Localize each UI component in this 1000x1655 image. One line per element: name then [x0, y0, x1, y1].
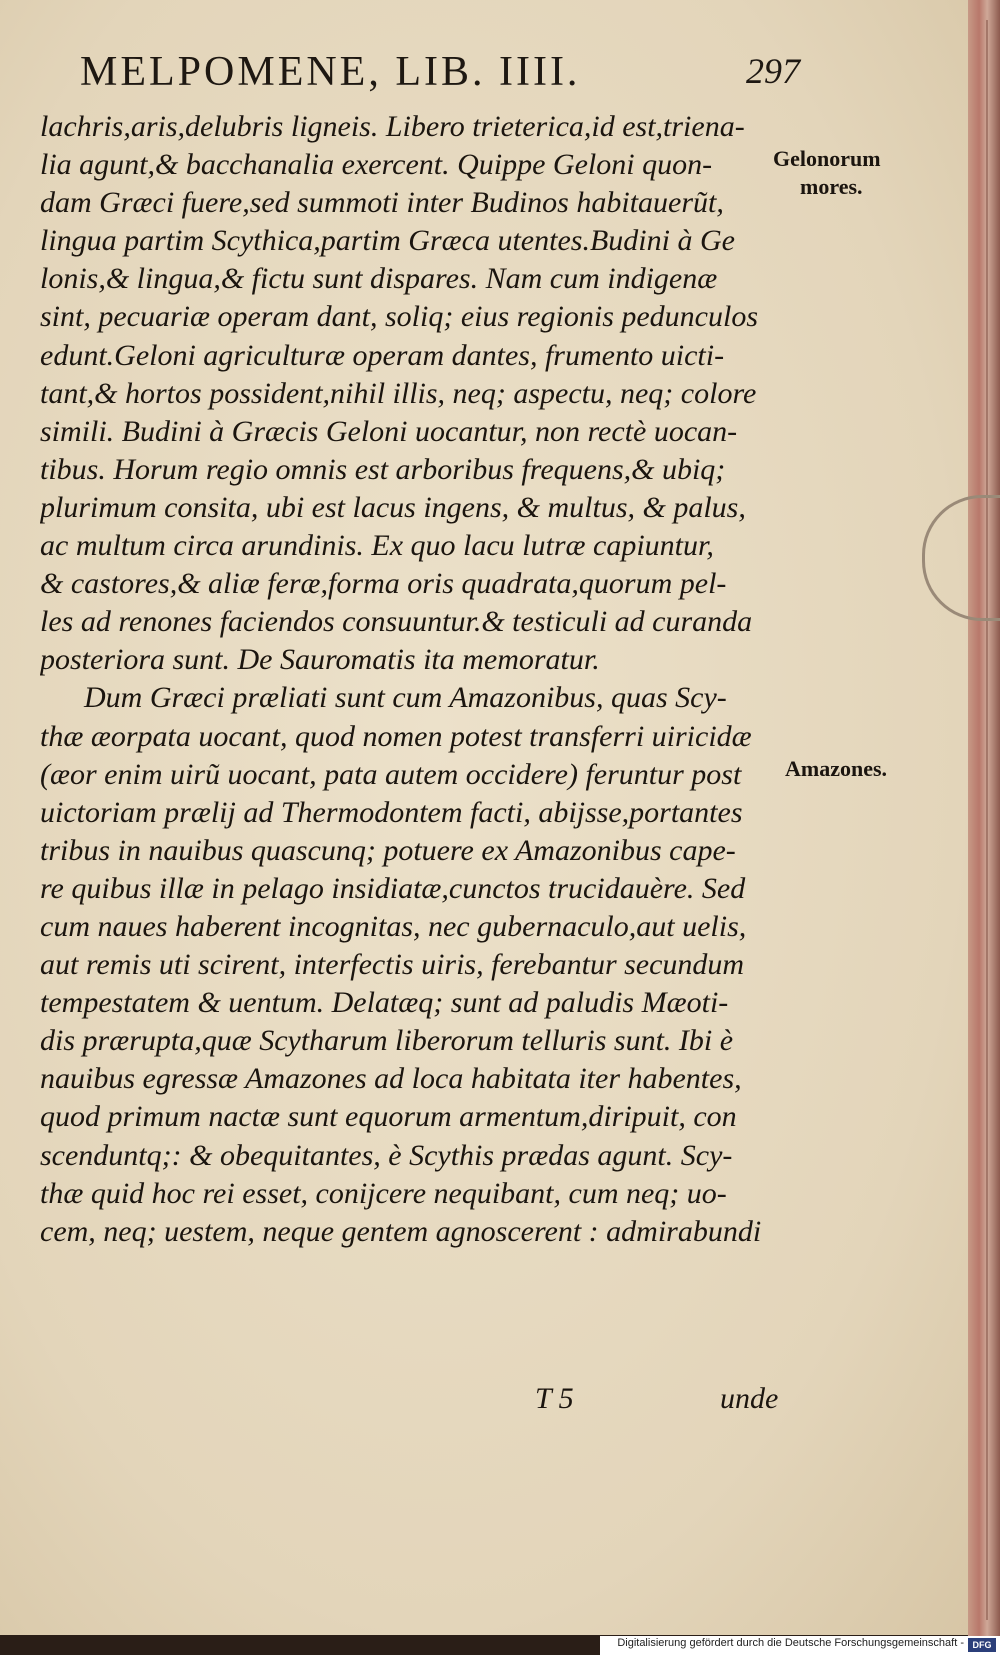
margin-note-mores: mores. — [800, 174, 863, 199]
credit-bar — [600, 1636, 1000, 1655]
catchword: unde — [720, 1382, 779, 1415]
dfg-logo-icon: DFG — [968, 1638, 996, 1652]
text-line: posteriora sunt. De Sauromatis ita memoratur. — [40, 643, 600, 677]
text-line: (æor enim uirũ uocant, pata autem occidere) feruntur post — [40, 757, 742, 791]
page-edge — [968, 0, 1000, 1640]
text-line: tant,& hortos possident,nihil illis, neq; aspectu, neq; colore — [40, 376, 757, 410]
text-line: lonis,& lingua,& fictu sunt dispares. Nam cum indigenæ — [40, 262, 718, 296]
signature-mark: T 5 — [535, 1382, 574, 1415]
text-line: cem, neq; uestem, neque gentem agnoscerent : admirabundi — [40, 1214, 762, 1248]
text-line: scenduntq;: & obequitantes, è Scythis prædas agunt. Scy- — [40, 1138, 733, 1172]
text-line: ac multum circa arundinis. Ex quo lacu lutræ capiuntur, — [40, 529, 714, 563]
text-line: les ad renones faciendos consuuntur.& testiculi ad curanda — [40, 605, 753, 639]
text-line: thæ quid hoc rei esset, conijcere nequibant, cum neq; uo- — [40, 1176, 727, 1210]
text-line: thæ æorpata uocant, quod nomen potest transferri uiricidæ — [40, 719, 752, 753]
text-line: tribus in nauibus quascunq; potuere ex Amazonibus cape- — [40, 833, 736, 867]
page-number: 297 — [746, 51, 800, 91]
text-line: aut remis uti scirent, interfectis uiris, ferebantur secundum — [40, 948, 745, 982]
text-line: lachris,aris,delubris ligneis. Libero trieterica,id est,triena- — [40, 110, 745, 143]
text-line: edunt.Geloni agriculturæ operam dantes, frumento uicti- — [40, 338, 725, 372]
text-line: dam Græci fuere,sed summoti inter Budinos habitauerũt, — [40, 186, 724, 220]
page-header — [80, 38, 800, 98]
text-line: lingua partim Scythica,partim Græca utentes.Budini à Ge — [40, 224, 735, 258]
credit-text: Digitalisierung gefördert durch die Deutsche Forschungsgemeinschaft - — [617, 1637, 964, 1649]
page-edge-line — [986, 20, 988, 1620]
text-line: simili. Budini à Græcis Geloni uocantur, non rectè uocan- — [40, 414, 738, 448]
text-line: Dum Græci præliati sunt cum Amazonibus, quas Scy- — [84, 681, 727, 715]
text-line: dis prærupta,quæ Scytharum liberorum telluris sunt. Ibi è — [40, 1024, 734, 1058]
text-line: plurimum consita, ubi est lacus ingens, & multus, & palus, — [40, 490, 746, 524]
text-line: tibus. Horum regio omnis est arboribus frequens,& ubiq; — [40, 452, 726, 486]
text-line: re quibus illæ in pelago insidiatæ,cunctos trucidauère. Sed — [40, 871, 746, 905]
margin-note-gelonorum: Gelonorum — [773, 146, 881, 171]
running-head: MELPOMENE, LIB. IIII. — [80, 49, 581, 95]
text-line: sint, pecuariæ operam dant, soliq; eius regionis pedunculos — [40, 300, 759, 334]
text-line: cum naues haberent incognitas, nec gubernaculo,aut uelis, — [40, 909, 747, 943]
text-line: tempestatem & uentum. Delatæq; sunt ad paludis Mæoti- — [40, 986, 729, 1020]
margin-note-amazones: Amazones. — [785, 756, 888, 781]
text-line: uictoriam prælij ad Thermodontem facti, abijsse,portantes — [40, 795, 743, 829]
text-line: lia agunt,& bacchanalia exercent. Quippe Geloni quon- — [40, 148, 713, 182]
page-footer — [0, 1382, 968, 1422]
main-text — [40, 108, 780, 1251]
text-line: quod primum nactæ sunt equorum armentum,diripuit, con — [40, 1100, 737, 1134]
text-line: & castores,& aliæ feræ,forma oris quadrata,quorum pel- — [40, 567, 727, 601]
text-line: nauibus egressæ Amazones ad loca habitata iter habentes, — [40, 1062, 742, 1096]
